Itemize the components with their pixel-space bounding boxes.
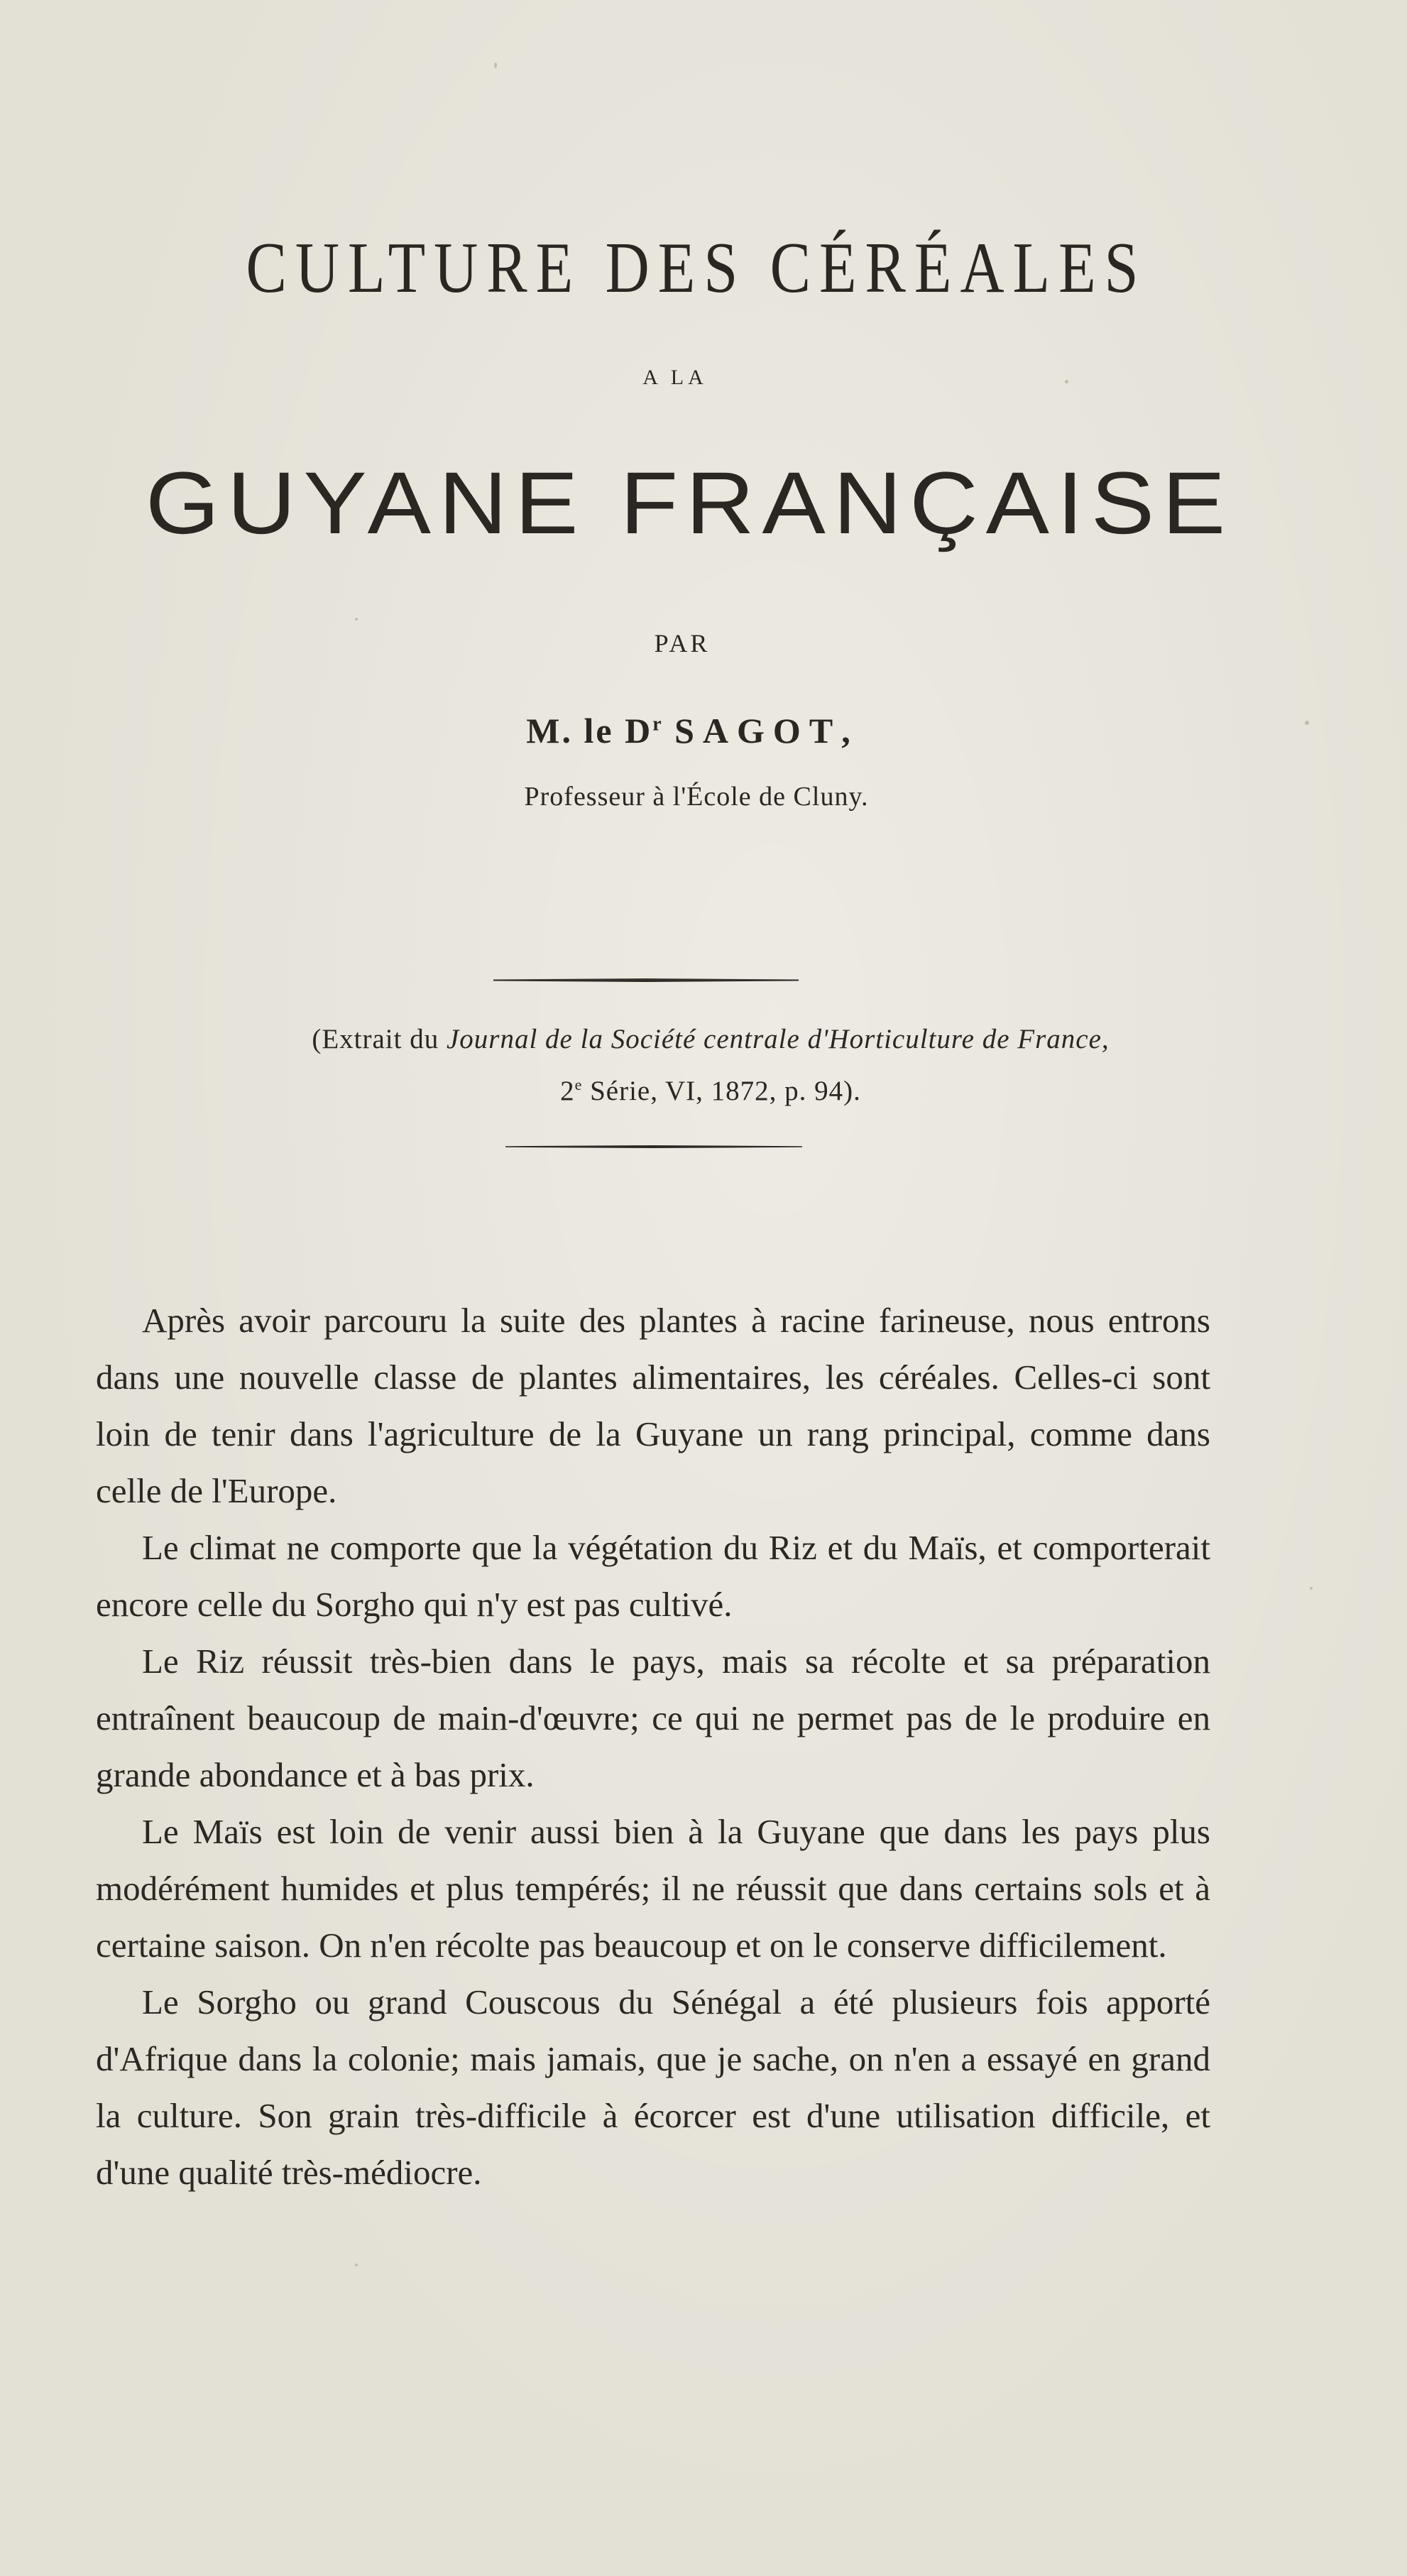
author-surname: SAGOT — [674, 711, 842, 751]
title-line-a-la: A LA — [642, 366, 708, 389]
paragraph: Le Riz réussit très-bien dans le pays, mais sa récolte et sa préparation entraînent beaucoup de main-d'œuvre; ce qui ne permet pas de le produire en grande abondance et à bas prix. — [96, 1642, 1210, 1794]
by-line: PAR — [654, 629, 711, 657]
title-line-guyane: GUYANE FRANÇAISE — [145, 454, 1234, 552]
author-comma: , — [841, 711, 853, 751]
citation-series-sup: e — [574, 1076, 583, 1093]
paper-speck — [494, 62, 497, 68]
citation-series-num: 2 — [560, 1076, 575, 1106]
body-text — [96, 1292, 1210, 2201]
paper-speck — [1065, 380, 1068, 383]
paper-speck — [355, 618, 358, 621]
paper-speck — [1310, 1587, 1313, 1590]
citation-open: (Extrait du — [312, 1024, 447, 1054]
paper-speck — [355, 2264, 358, 2266]
paragraph: Le climat ne comporte que la végétation du Riz et du Maïs, et comporterait encore celle du Sorgho qui n'y est pas cultivé. — [96, 1528, 1210, 1624]
divider-rule-bottom — [505, 1145, 802, 1148]
author-prefix-sup: r — [652, 713, 664, 736]
citation-series-rest: Série, VI, 1872, p. 94). — [582, 1076, 861, 1106]
paragraph: Le Maïs est loin de venir aussi bien à la Guyane que dans les pays plus modérément humides et plus tempérés; il ne réussit que dans certains sols et à certaine saison. On n'en récolte pas beaucoup et on le conserve difficilement. — [96, 1812, 1210, 1965]
paragraph: Après avoir parcouru la suite des plantes à racine farineuse, nous entrons dans une nouvelle classe de plantes alimentaires, les céréales. Celles-ci sont loin de tenir dans l'agriculture de la Guyane un rang principal, comme dans celle de l'Europe. — [96, 1301, 1210, 1510]
citation-journal: Journal de la Société centrale d'Horticulture de France, — [446, 1024, 1110, 1054]
title-line-culture: CULTURE DES CÉRÉALES — [246, 227, 1147, 308]
paper-speck — [1305, 721, 1309, 725]
author-name — [0, 710, 1393, 751]
citation-note — [7, 1017, 1407, 1114]
divider-rule-top — [493, 978, 799, 982]
author-affiliation: Professeur à l'École de Cluny. — [524, 782, 869, 812]
citation-line-2 — [7, 1062, 1407, 1114]
author-prefix: M. le D — [526, 711, 653, 751]
paragraph: Le Sorgho ou grand Couscous du Sénégal a été plusieurs fois apporté d'Afrique dans la colonie; mais jamais, que je sache, on n'en a essayé en grand la culture. Son grain très-difficile à écorcer est d'une utilisation difficile, et d'une qualité très-médiocre. — [96, 1982, 1210, 2192]
citation-line-1 — [7, 1017, 1407, 1062]
